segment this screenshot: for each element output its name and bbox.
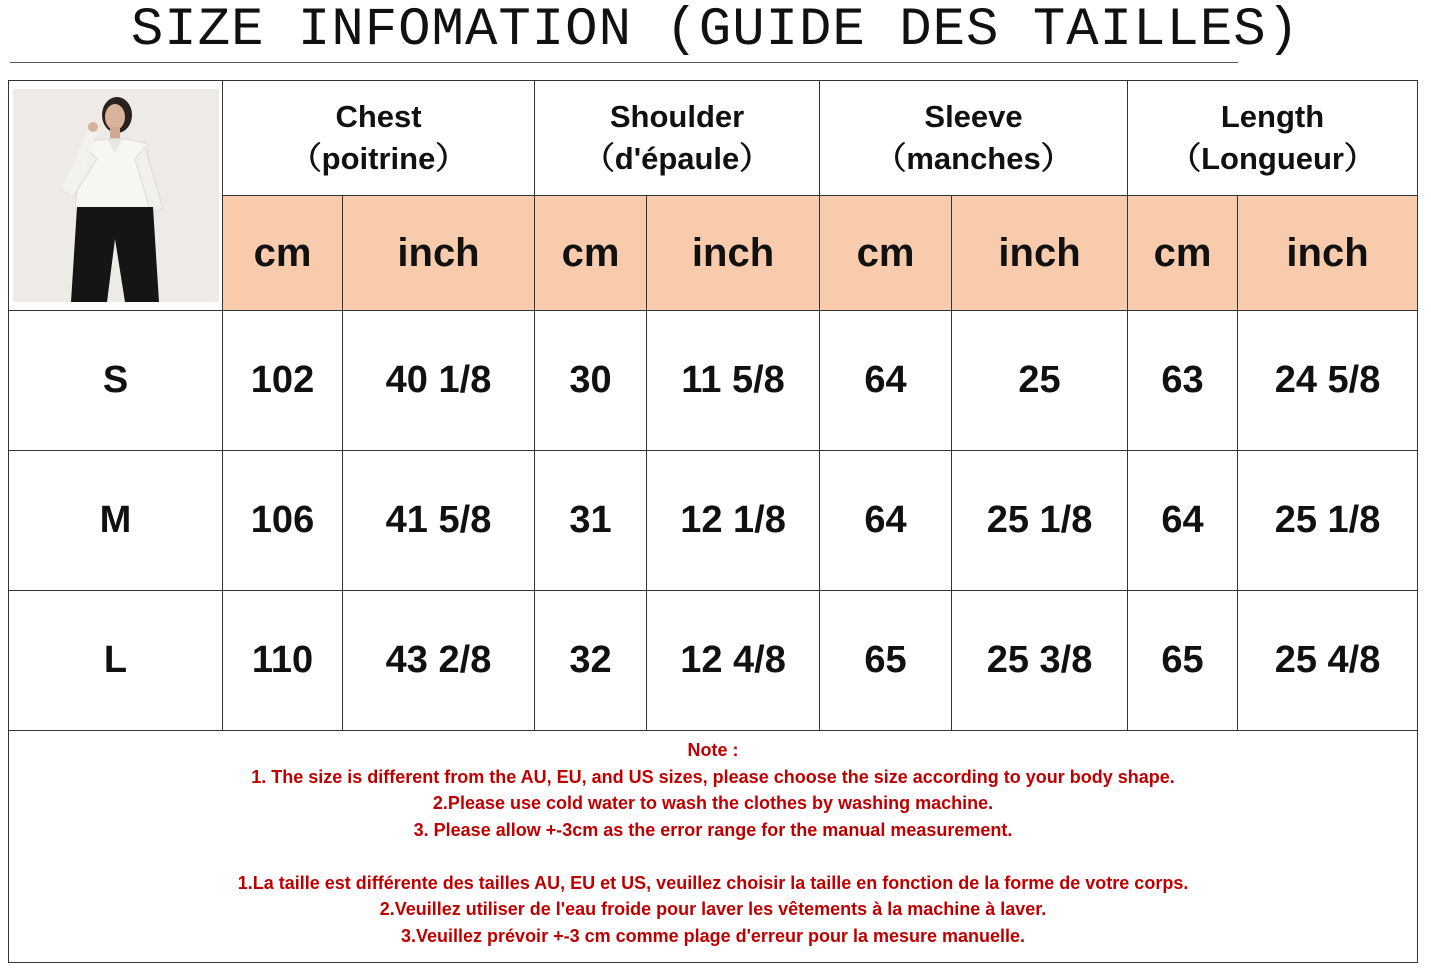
sleeve-header: [820, 81, 1128, 196]
product-photo-cell: [9, 81, 223, 311]
sleeve-cm-unit: cm: [820, 196, 952, 311]
notes-section: [9, 731, 1418, 963]
length-inch-value: 24 5/8: [1238, 311, 1418, 451]
note-en-1: 1. The size is different from the AU, EU, and US sizes, please choose the size according to your body shape.: [251, 766, 1175, 787]
length-cm-value: 63: [1128, 311, 1238, 451]
note-fr-2: 2.Veuillez utiliser de l'eau froide pour laver les vêtements à la machine à laver.: [379, 899, 1047, 919]
length-cm-value: 64: [1128, 451, 1238, 591]
shoulder-header: [535, 81, 820, 196]
shoulder-inch-value: 11 5/8: [647, 311, 820, 451]
sleeve-cm-value: 64: [820, 311, 952, 451]
chest-inch-value: 43 2/8: [343, 591, 535, 731]
sleeve-inch-unit: inch: [952, 196, 1128, 311]
chest-header: [223, 81, 535, 196]
sleeve-cm-value: 65: [820, 591, 952, 731]
shoulder-cm-value: 32: [535, 591, 647, 731]
sleeve-cm-value: 64: [820, 451, 952, 591]
length-inch-value: 25 1/8: [1238, 451, 1418, 591]
sleeve-inch-value: 25 3/8: [952, 591, 1128, 731]
shoulder-cm-unit: cm: [535, 196, 647, 311]
length-label: Length: [1220, 99, 1325, 134]
shoulder-label: Shoulder: [609, 99, 745, 134]
length-inch-unit: inch: [1238, 196, 1418, 311]
length-header: [1128, 81, 1418, 196]
length-cm-value: 65: [1128, 591, 1238, 731]
size-label: M: [9, 451, 223, 591]
shoulder-cm-value: 30: [535, 311, 647, 451]
chest-inch-value: 40 1/8: [343, 311, 535, 451]
notes-spacer: [9, 843, 1417, 870]
shoulder-inch-unit: inch: [647, 196, 820, 311]
sleeve-inch-value: 25: [952, 311, 1128, 451]
length-cm-unit: cm: [1128, 196, 1238, 311]
title-underline: [10, 62, 1238, 63]
notes-heading: Note :: [687, 740, 739, 760]
shoulder-inch-value: 12 1/8: [647, 451, 820, 591]
length-inch-value: 25 4/8: [1238, 591, 1418, 731]
size-row-l: [9, 591, 1418, 731]
note-en-2: 2.Please use cold water to wash the clothes by washing machine.: [432, 793, 994, 813]
size-row-s: [9, 311, 1418, 451]
note-en-3: 3. Please allow +-3cm as the error range for the manual measurement.: [413, 819, 1013, 840]
page-title: SIZE INFOMATION (GUIDE DES TAILLES): [130, 0, 1301, 61]
sleeve-inch-value: 25 1/8: [952, 451, 1128, 591]
size-label: S: [9, 311, 223, 451]
note-fr-1: 1.La taille est différente des tailles AU, EU et US, veuillez choisir la taille en fonction de la forme de votre corps.: [237, 872, 1189, 893]
product-photo: [13, 89, 219, 302]
chest-cm-value: 110: [223, 591, 343, 731]
size-chart-table: [8, 80, 1418, 963]
chest-label: Chest: [335, 99, 422, 134]
chest-cm-value: 106: [223, 451, 343, 591]
chest-inch-value: 41 5/8: [343, 451, 535, 591]
note-fr-3: 3.Veuillez prévoir +-3 cm comme plage d'erreur pour la mesure manuelle.: [401, 925, 1026, 946]
size-row-m: [9, 451, 1418, 591]
chest-cm-unit: cm: [223, 196, 343, 311]
chest-inch-unit: inch: [343, 196, 535, 311]
shoulder-cm-value: 31: [535, 451, 647, 591]
shoulder-inch-value: 12 4/8: [647, 591, 820, 731]
size-label: L: [9, 591, 223, 731]
sleeve-sublabel: （manches）: [875, 141, 1072, 176]
chest-cm-value: 102: [223, 311, 343, 451]
chest-sublabel: （poitrine）: [290, 141, 467, 176]
shoulder-sublabel: （d'épaule）: [583, 141, 771, 176]
length-sublabel: （Longueur）: [1170, 141, 1375, 176]
sleeve-label: Sleeve: [924, 99, 1023, 134]
